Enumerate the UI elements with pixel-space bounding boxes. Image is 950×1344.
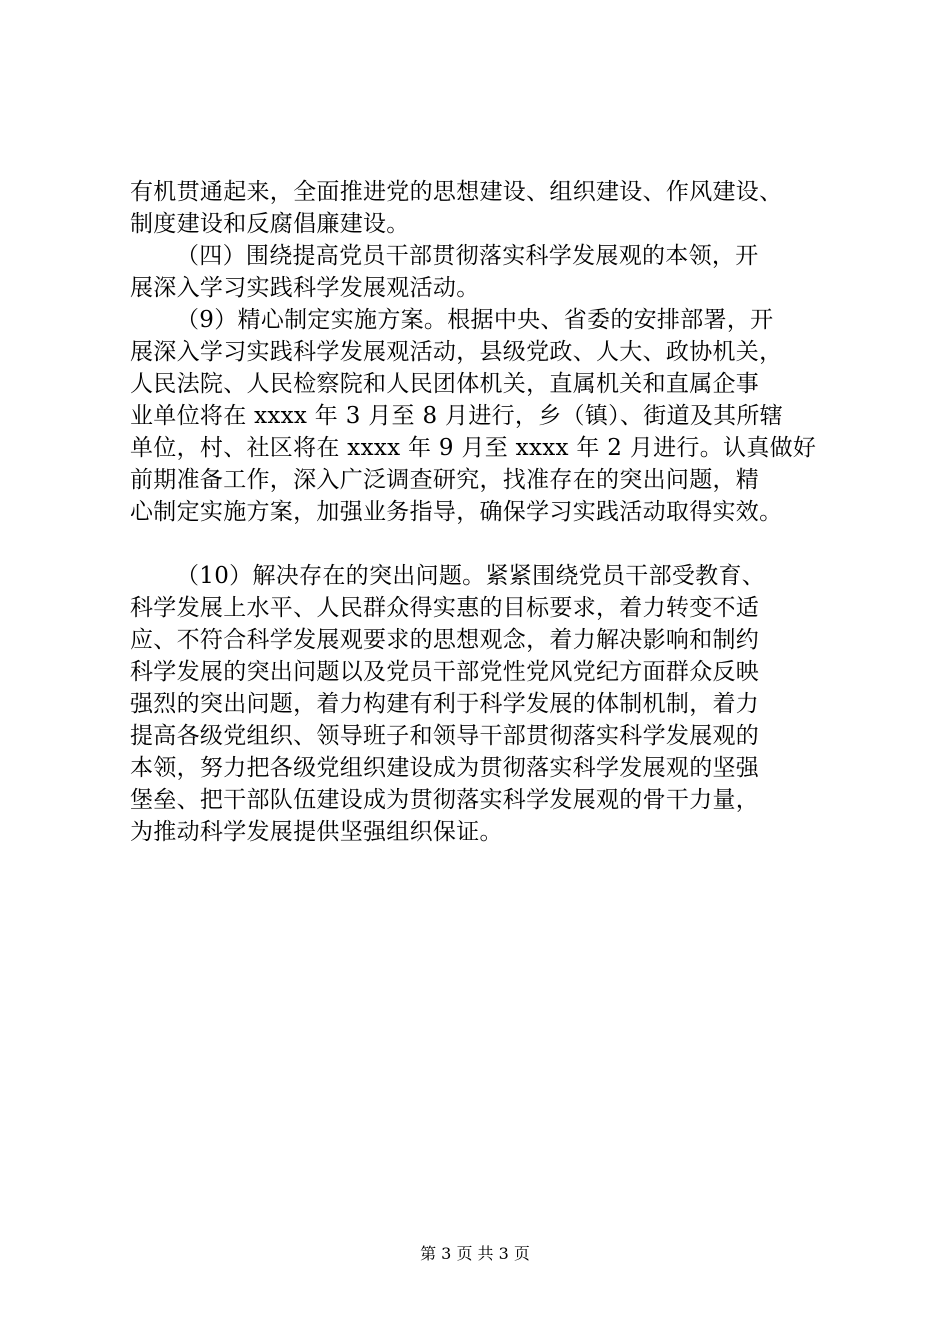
paragraph-continuation — [130, 176, 850, 240]
text-line: 展深入学习实践科学发展观活动。 — [130, 275, 480, 301]
paragraph-spacer — [130, 528, 850, 560]
paragraph-item-10 — [130, 560, 850, 848]
text-line: 展深入学习实践科学发展观活动，县级党政、人大、政协机关， — [130, 339, 783, 365]
text-line: 堡垒、把干部队伍建设成为贯彻落实科学发展观的骨干力量， — [130, 787, 760, 813]
paragraph-item-9 — [130, 304, 850, 528]
text-line: （四）围绕提高党员干部贯彻落实科学发展观的本领，开 — [176, 243, 759, 269]
text-line: 业单位将在 xxxx 年 3 月至 8 月进行，乡（镇）、街道及其所辖 — [130, 403, 784, 429]
page-number-footer: 第 3 页 共 3 页 — [420, 1244, 530, 1263]
text-line: 有机贯通起来，全面推进党的思想建设、组织建设、作风建设、 — [130, 179, 783, 205]
text-line: 强烈的突出问题，着力构建有利于科学发展的体制机制，着力 — [130, 691, 760, 717]
text-line: 心制定实施方案，加强业务指导，确保学习实践活动取得实效。 — [130, 499, 783, 525]
document-body — [130, 176, 850, 848]
paragraph-section-4 — [130, 240, 850, 304]
text-line: 应、不符合科学发展观要求的思想观念，着力解决影响和制约 — [130, 627, 760, 653]
text-line: 前期准备工作，深入广泛调查研究，找准存在的突出问题，精 — [130, 467, 760, 493]
text-line: 人民法院、人民检察院和人民团体机关，直属机关和直属企事 — [130, 371, 760, 397]
text-line: （10）解决存在的突出问题。紧紧围绕党员干部受教育、 — [176, 563, 766, 589]
text-line: （9）精心制定实施方案。根据中央、省委的安排部署，开 — [176, 307, 774, 333]
text-line: 为推动科学发展提供坚强组织保证。 — [130, 819, 503, 845]
text-line: 制度建设和反腐倡廉建设。 — [130, 211, 410, 237]
text-line: 单位，村、社区将在 xxxx 年 9 月至 xxxx 年 2 月进行。认真做好 — [130, 435, 817, 461]
text-line: 科学发展的突出问题以及党员干部党性党风党纪方面群众反映 — [130, 659, 760, 685]
text-line: 提高各级党组织、领导班子和领导干部贯彻落实科学发展观的 — [130, 723, 760, 749]
text-line: 科学发展上水平、人民群众得实惠的目标要求，着力转变不适 — [130, 595, 760, 621]
text-line: 本领，努力把各级党组织建设成为贯彻落实科学发展观的坚强 — [130, 755, 760, 781]
